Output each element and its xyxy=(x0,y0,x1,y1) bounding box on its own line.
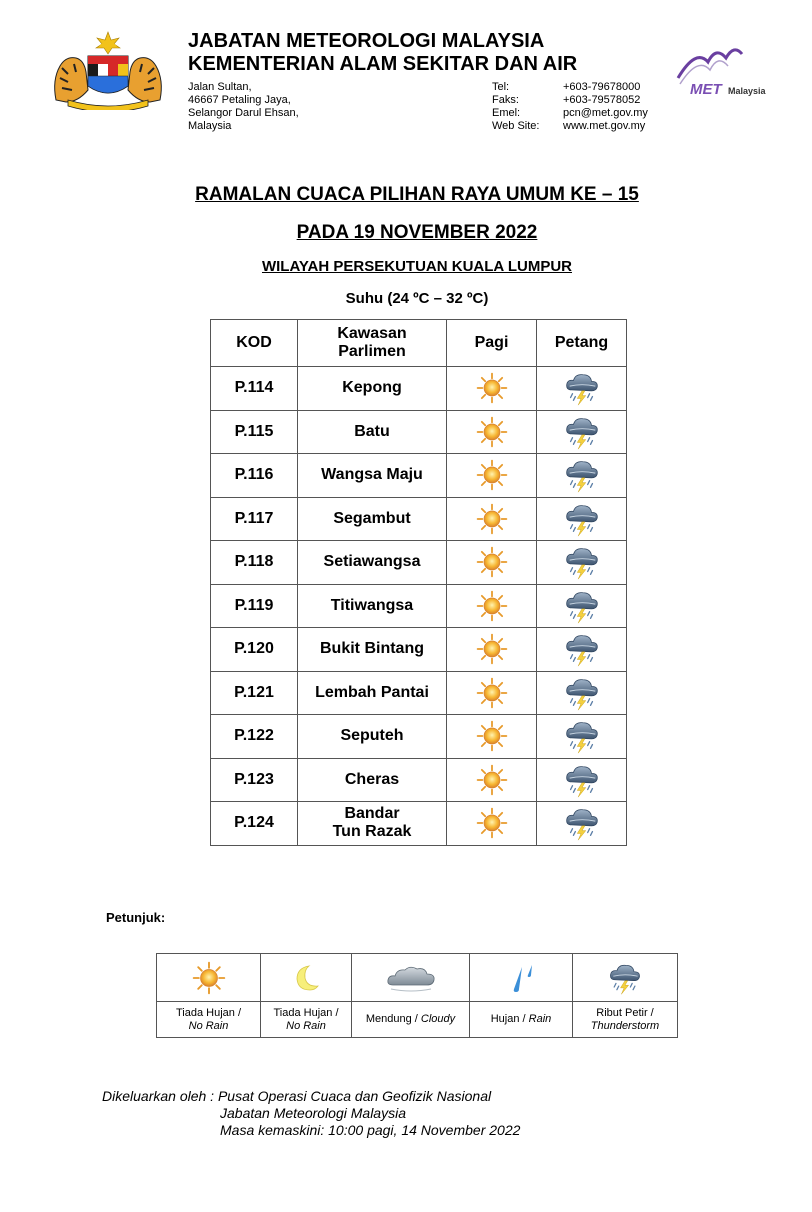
kawasan-line1: Bandar xyxy=(344,805,400,823)
sun-icon xyxy=(476,720,508,752)
legend-label-en: No Rain xyxy=(188,1019,229,1032)
met-malaysia-logo xyxy=(668,44,788,100)
legend-label-ms: Tiada Hujan / xyxy=(273,1006,339,1019)
address-line: 46667 Petaling Jaya, xyxy=(188,94,291,106)
legend-cell xyxy=(261,954,352,1002)
contact-row-tel xyxy=(492,81,648,94)
forecast-table xyxy=(210,319,627,846)
cell-kod: P.118 xyxy=(211,541,298,585)
legend-label-ms: Ribut Petir / xyxy=(596,1006,654,1019)
thunderstorm-icon xyxy=(563,804,601,842)
table-header-row xyxy=(211,320,627,367)
cell-pagi xyxy=(447,802,537,846)
sun-icon xyxy=(476,677,508,709)
legend-label-en: Thunderstorm xyxy=(590,1019,660,1032)
issued-by-footer xyxy=(102,1088,520,1139)
report-date: PADA 19 NOVEMBER 2022 xyxy=(296,222,538,243)
cell-kod: P.115 xyxy=(211,410,298,454)
cell-kod: P.124 xyxy=(211,802,298,846)
table-row xyxy=(211,802,627,846)
table-row xyxy=(211,715,627,759)
cell-petang xyxy=(537,454,627,498)
report-title: RAMALAN CUACA PILIHAN RAYA UMUM KE – 15 xyxy=(195,184,639,205)
address-block xyxy=(188,81,299,133)
cell-kawasan xyxy=(298,671,447,715)
cell-kawasan xyxy=(298,410,447,454)
cell-pagi xyxy=(447,541,537,585)
contact-row-fax xyxy=(492,94,648,107)
header-pagi: Pagi xyxy=(447,320,537,367)
legend-cell xyxy=(157,954,261,1002)
legend-label-no-rain-night xyxy=(261,1002,352,1038)
sun-icon xyxy=(476,503,508,535)
sun-icon xyxy=(476,546,508,578)
contact-value: +603-79578052 xyxy=(563,94,641,106)
sun-icon xyxy=(476,459,508,491)
thunderstorm-icon xyxy=(563,717,601,755)
table-row xyxy=(211,758,627,802)
tiger-left-icon xyxy=(55,58,88,102)
thunderstorm-icon xyxy=(563,587,601,625)
cell-kod: P.122 xyxy=(211,715,298,759)
header-kawasan-line1: Kawasan xyxy=(337,325,407,342)
legend-label-no-rain-day xyxy=(157,1002,261,1038)
cell-kod: P.119 xyxy=(211,584,298,628)
legend-label-rain xyxy=(470,1002,573,1038)
contact-value: www.met.gov.my xyxy=(563,120,646,132)
legend-cell xyxy=(470,954,573,1002)
address-line: Selangor Darul Ehsan, xyxy=(188,107,299,119)
cell-kod: P.117 xyxy=(211,497,298,541)
legend-icon-row xyxy=(157,954,678,1002)
legend-cell xyxy=(352,954,470,1002)
organization-name xyxy=(188,30,577,76)
kawasan-line1: Kepong xyxy=(342,379,402,397)
contact-label: Web Site: xyxy=(492,120,540,132)
sun-icon xyxy=(476,372,508,404)
legend-label-en: Cloudy xyxy=(420,1013,456,1025)
cell-petang xyxy=(537,541,627,585)
cell-kawasan xyxy=(298,802,447,846)
cell-kawasan xyxy=(298,628,447,672)
cell-kod: P.114 xyxy=(211,367,298,411)
legend-label-ms: Mendung / xyxy=(365,1013,418,1025)
cell-petang xyxy=(537,671,627,715)
legend-text-row xyxy=(157,1002,678,1038)
legend-label-cloudy xyxy=(352,1002,470,1038)
cell-pagi xyxy=(447,628,537,672)
cell-petang xyxy=(537,758,627,802)
table-row xyxy=(211,497,627,541)
kawasan-line1: Setiawangsa xyxy=(323,553,421,571)
cell-pagi xyxy=(447,410,537,454)
cell-petang xyxy=(537,715,627,759)
tiger-right-icon xyxy=(128,58,161,102)
temperature-range: Suhu (24 ºC – 32 ºC) xyxy=(345,290,489,307)
contact-row-email xyxy=(492,107,648,120)
cell-petang xyxy=(537,802,627,846)
thunderstorm-icon xyxy=(563,413,601,451)
legend-label-thunderstorm xyxy=(573,1002,678,1038)
cell-kawasan xyxy=(298,454,447,498)
cell-pagi xyxy=(447,671,537,715)
table-row xyxy=(211,454,627,498)
header-kod: KOD xyxy=(211,320,298,367)
kawasan-line1: Segambut xyxy=(333,509,411,527)
cell-pagi xyxy=(447,454,537,498)
cell-petang xyxy=(537,584,627,628)
header-kawasan-line2: Parlimen xyxy=(338,343,406,360)
contact-value: pcn@met.gov.my xyxy=(563,107,648,119)
kawasan-line2: Tun Razak xyxy=(332,823,412,841)
kawasan-line1: Bukit Bintang xyxy=(320,640,424,658)
met-logo-text: MET xyxy=(690,81,722,98)
thunderstorm-icon xyxy=(563,369,601,407)
contact-block xyxy=(492,81,648,133)
sun-icon xyxy=(192,961,226,995)
thunderstorm-icon xyxy=(607,960,643,996)
org-name-line1: JABATAN METEOROLOGI MALAYSIA xyxy=(188,30,545,52)
kawasan-line1: Lembah Pantai xyxy=(315,683,429,701)
kawasan-line1: Seputeh xyxy=(340,727,404,745)
table-row xyxy=(211,671,627,715)
cell-kod: P.123 xyxy=(211,758,298,802)
contact-label: Emel: xyxy=(492,107,521,119)
footer-department: Jabatan Meteorologi Malaysia xyxy=(220,1105,406,1121)
cell-pagi xyxy=(447,497,537,541)
legend-label-ms: Hujan / xyxy=(490,1013,526,1025)
jata-negara-crest xyxy=(48,30,168,110)
table-row xyxy=(211,367,627,411)
footer-updated-time: Masa kemaskini: 10:00 pagi, 14 November 2022 xyxy=(220,1122,521,1138)
moon-icon xyxy=(291,963,321,993)
legend-cell xyxy=(573,954,678,1002)
sun-icon xyxy=(476,764,508,796)
thunderstorm-icon xyxy=(563,500,601,538)
header-kawasan xyxy=(298,320,447,367)
table-row xyxy=(211,628,627,672)
cell-kawasan xyxy=(298,497,447,541)
contact-label: Tel: xyxy=(492,81,510,93)
sun-icon xyxy=(476,633,508,665)
cell-petang xyxy=(537,628,627,672)
thunderstorm-icon xyxy=(563,456,601,494)
rain-icon xyxy=(504,961,538,995)
cell-pagi xyxy=(447,715,537,759)
header-petang: Petang xyxy=(537,320,627,367)
thunderstorm-icon xyxy=(563,630,601,668)
thunderstorm-icon xyxy=(563,674,601,712)
legend-label-ms: Tiada Hujan / xyxy=(175,1006,242,1019)
cell-kawasan xyxy=(298,715,447,759)
kawasan-line1: Wangsa Maju xyxy=(321,466,423,484)
kawasan-line1: Batu xyxy=(354,422,390,440)
cell-petang xyxy=(537,367,627,411)
contact-value: +603-79678000 xyxy=(563,81,641,93)
legend-label-en: No Rain xyxy=(286,1019,326,1032)
cell-petang xyxy=(537,410,627,454)
cell-pagi xyxy=(447,367,537,411)
sun-icon xyxy=(476,807,508,839)
table-row xyxy=(211,410,627,454)
org-name-line2: KEMENTERIAN ALAM SEKITAR DAN AIR xyxy=(188,53,578,75)
contact-row-web xyxy=(492,120,648,133)
legend-table xyxy=(156,953,678,1038)
cell-pagi xyxy=(447,584,537,628)
cloud-icon xyxy=(385,963,437,993)
sun-icon xyxy=(476,590,508,622)
kawasan-line1: Titiwangsa xyxy=(330,596,414,614)
legend-label-en: Rain xyxy=(528,1013,552,1025)
address-line: Jalan Sultan, xyxy=(188,81,252,93)
thunderstorm-icon xyxy=(563,761,601,799)
cell-kawasan xyxy=(298,367,447,411)
cell-kawasan xyxy=(298,584,447,628)
cell-petang xyxy=(537,497,627,541)
table-row xyxy=(211,584,627,628)
thunderstorm-icon xyxy=(563,543,601,581)
sun-icon xyxy=(476,416,508,448)
report-region: WILAYAH PERSEKUTUAN KUALA LUMPUR xyxy=(261,258,572,275)
footer-issuer: Dikeluarkan oleh : Pusat Operasi Cuaca dan Geofizik Nasional xyxy=(102,1088,492,1104)
cell-kawasan xyxy=(298,758,447,802)
cell-kawasan xyxy=(298,541,447,585)
contact-label: Faks: xyxy=(492,94,519,106)
malaysia-logo-text: Malaysia xyxy=(728,86,766,96)
table-row xyxy=(211,541,627,585)
address-line: Malaysia xyxy=(188,120,232,132)
legend-title: Petunjuk: xyxy=(106,910,166,925)
cell-kod: P.121 xyxy=(211,671,298,715)
kawasan-line1: Cheras xyxy=(344,770,400,788)
cell-pagi xyxy=(447,758,537,802)
cell-kod: P.120 xyxy=(211,628,298,672)
cell-kod: P.116 xyxy=(211,454,298,498)
